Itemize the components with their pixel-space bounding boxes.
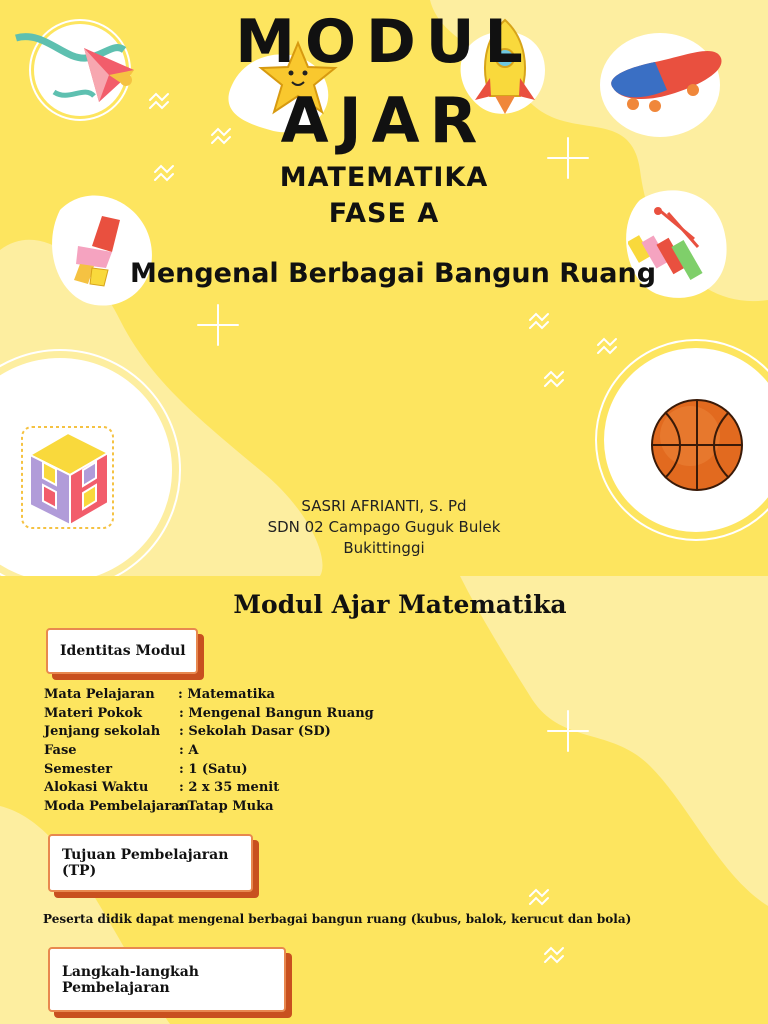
identity-label: Jenjang sekolah xyxy=(44,724,161,739)
author-name: SASRI AFRIANTI, S. Pd xyxy=(301,497,467,515)
city-name: Bukittinggi xyxy=(343,539,425,557)
identity-value: : 1 (Satu) xyxy=(179,762,248,777)
content-title: Modul Ajar Matematika xyxy=(233,590,567,619)
title-line-2: AJAR xyxy=(280,84,488,157)
identity-label: Semester xyxy=(44,762,113,777)
goal-heading-tag xyxy=(48,834,253,892)
identity-label: Fase xyxy=(44,743,77,758)
identity-heading-tag xyxy=(46,628,198,674)
steps-heading-tag xyxy=(48,947,286,1012)
school-name: SDN 02 Campago Guguk Bulek xyxy=(267,518,501,536)
identity-label: Mata Pelajaran xyxy=(44,687,155,702)
identity-label: Moda Pembelajaran xyxy=(44,799,190,814)
identity-heading: Identitas Modul xyxy=(60,643,186,659)
identity-value: : A xyxy=(179,743,199,758)
identity-value: : 2 x 35 menit xyxy=(179,780,280,795)
steps-heading: Langkah-langkah Pembelajaran xyxy=(62,963,199,996)
identity-value: : Mengenal Bangun Ruang xyxy=(179,706,374,721)
goal-text: Peserta didik dapat mengenal berbagai bangun ruang (kubus, balok, kerucut dan bola) xyxy=(43,912,632,926)
topic-heading: Mengenal Berbagai Bangun Ruang xyxy=(129,258,657,289)
content-page xyxy=(0,576,768,1024)
title-line-1: MODUL xyxy=(235,7,533,77)
identity-value: : Matematika xyxy=(178,687,275,702)
identity-label: Alokasi Waktu xyxy=(44,780,149,795)
goal-heading: Tujuan Pembelajaran (TP) xyxy=(62,847,229,879)
subject-heading: MATEMATIKA xyxy=(279,162,489,193)
identity-value: : Tatap Muka xyxy=(178,799,274,814)
phase-heading: FASE A xyxy=(328,198,440,229)
identity-label: Materi Pokok xyxy=(44,706,143,721)
identity-value: : Sekolah Dasar (SD) xyxy=(179,724,331,739)
basketball-icon xyxy=(650,398,745,493)
